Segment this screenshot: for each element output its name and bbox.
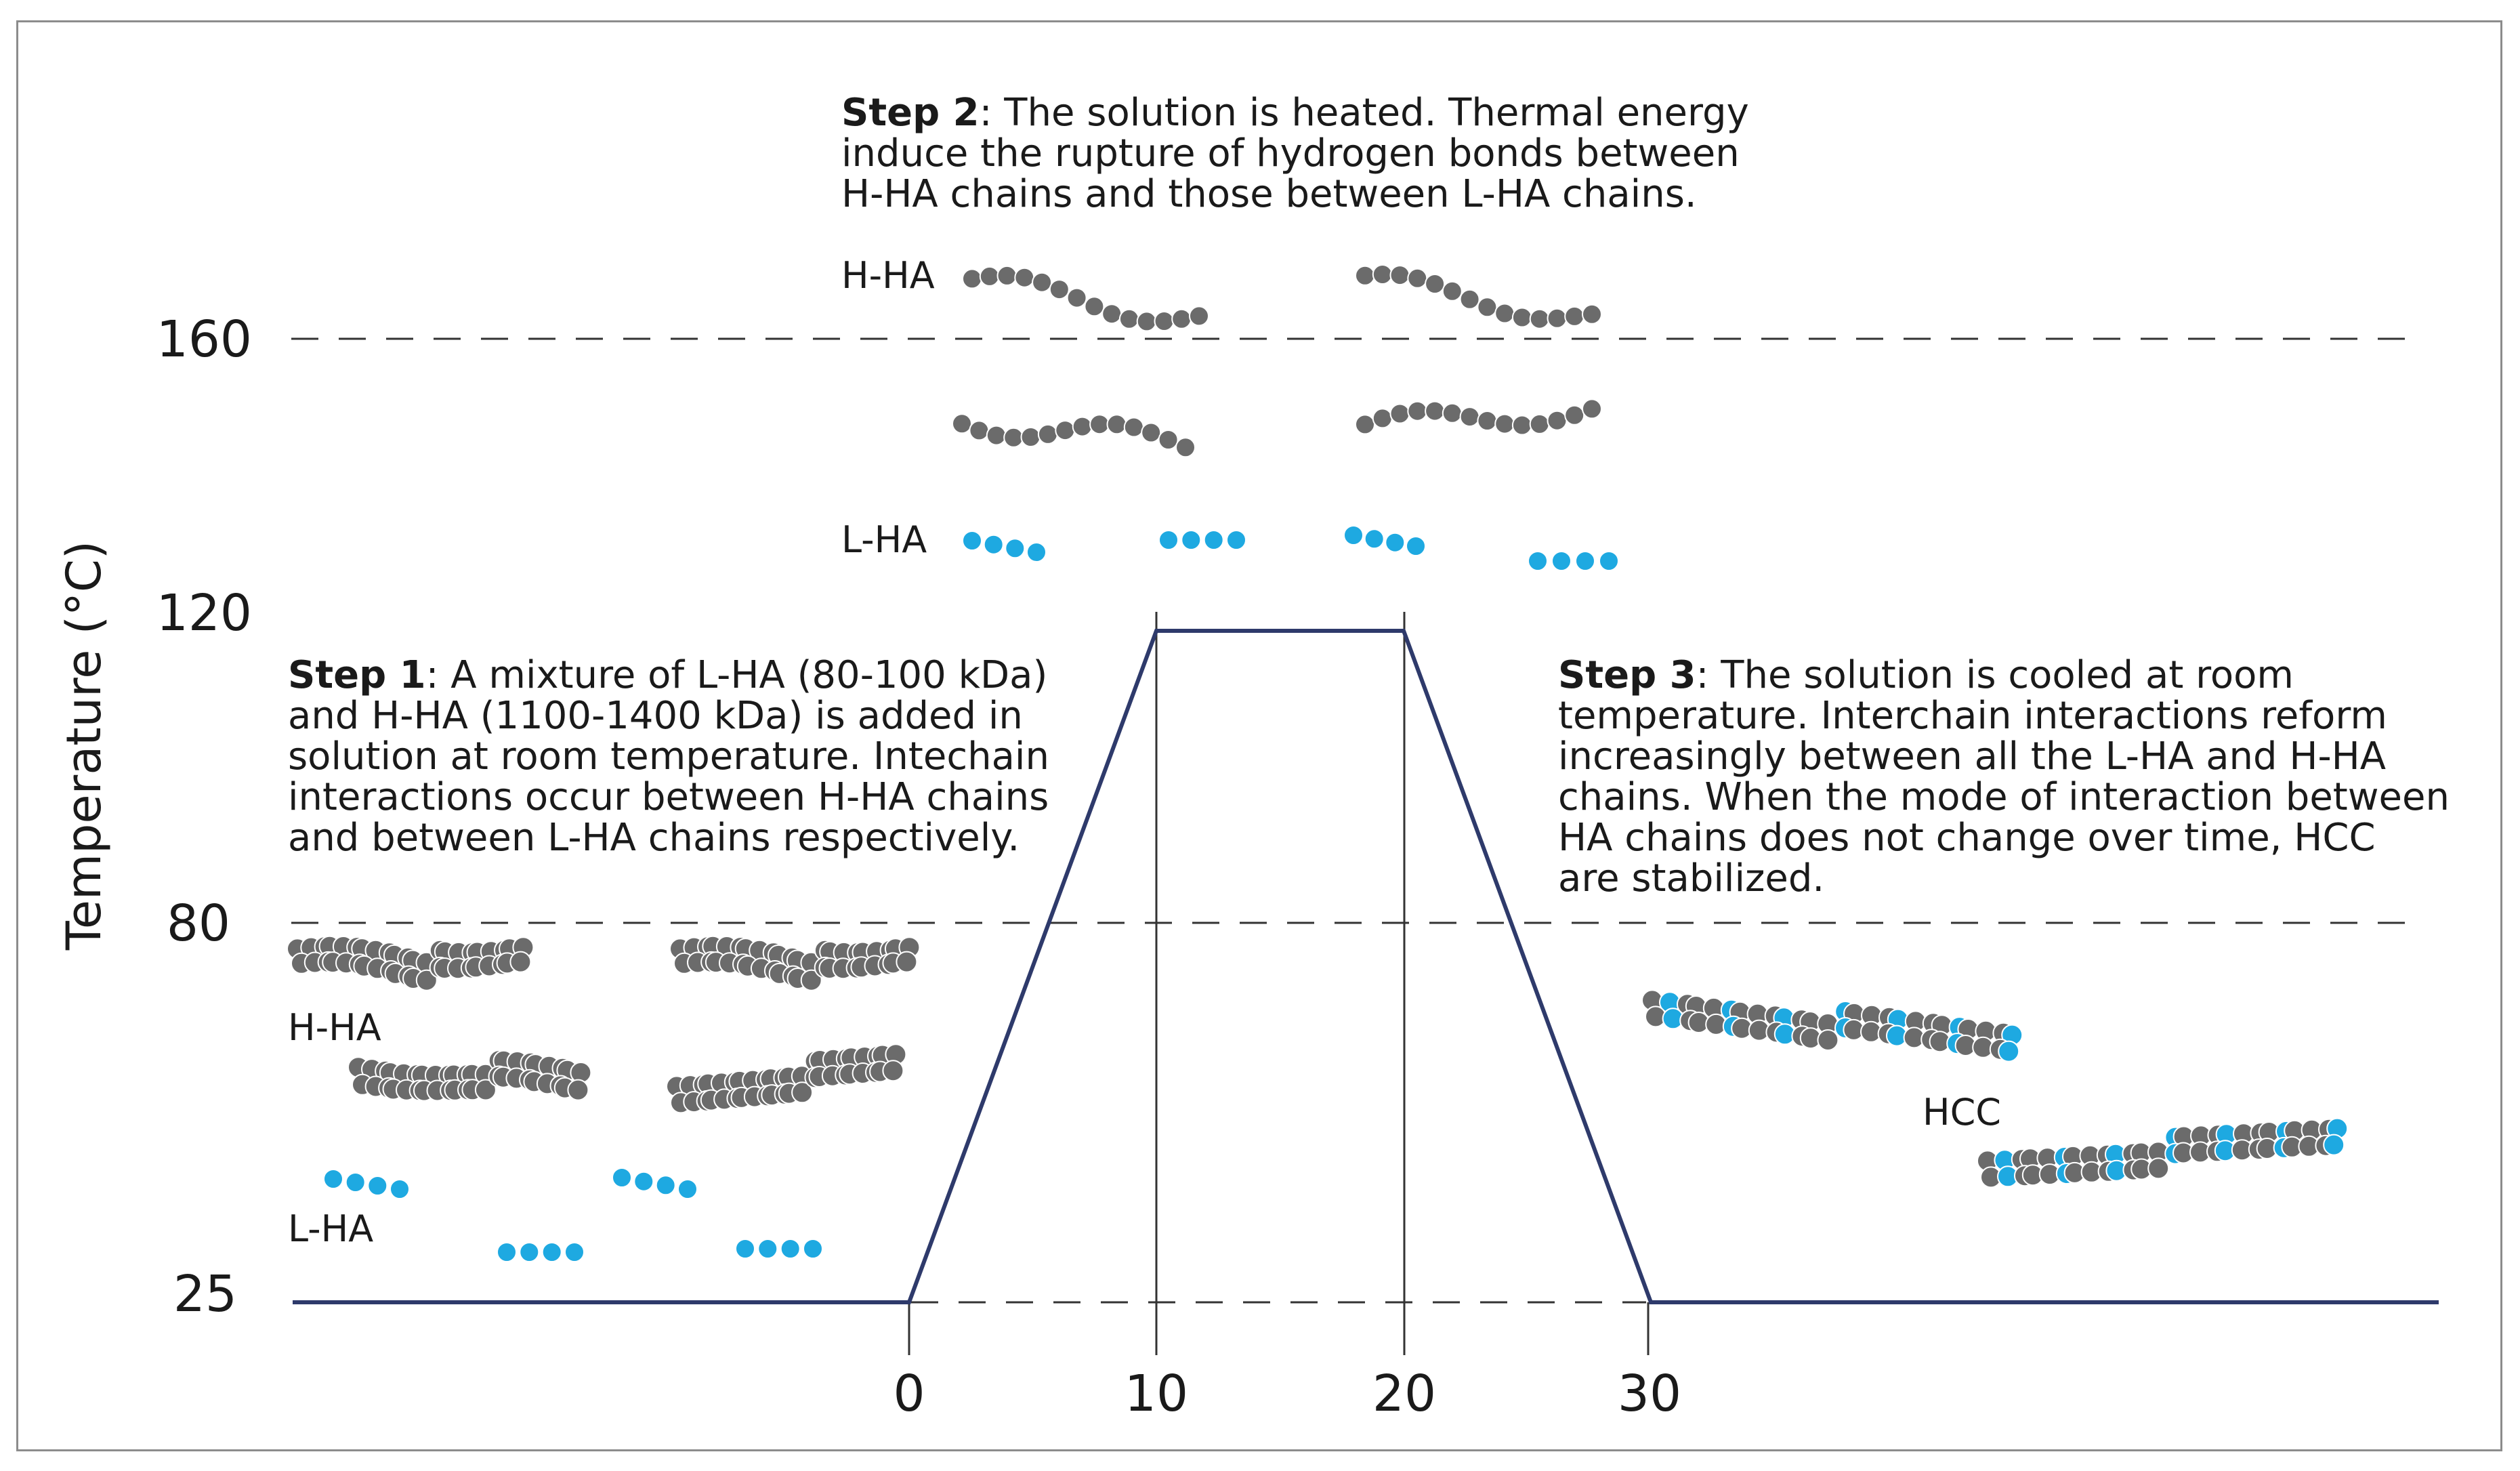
step1-text — [288, 653, 1062, 860]
chain-bead — [1181, 531, 1200, 550]
y-axis-ticks — [156, 310, 252, 1323]
step3-lead: Step 3 — [1558, 653, 1696, 697]
chain-bead — [1005, 539, 1024, 558]
chain-bead — [883, 1060, 903, 1081]
chain-bead — [1818, 1030, 1838, 1050]
step3-line-2: temperature. Interchain interactions reform — [1558, 694, 2387, 738]
l-ha-chain-separated-4 — [1528, 552, 1618, 571]
step2-line-1: : The solution is heated. Thermal energy — [979, 91, 1749, 135]
chain-bead — [346, 1173, 365, 1192]
chain-bead — [1548, 411, 1567, 430]
chain-bead — [368, 1176, 387, 1195]
x-tick-30: 30 — [1617, 1365, 1682, 1423]
chain-bead — [1356, 266, 1374, 285]
chain-bead — [1172, 310, 1191, 329]
l-ha-chain-1 — [324, 1169, 409, 1199]
chain-bead — [1385, 533, 1404, 552]
chain-bead — [1015, 268, 1034, 287]
chain-bead — [963, 531, 982, 550]
chain-bead — [634, 1172, 653, 1191]
chain-bead — [1085, 297, 1104, 316]
chain-bead — [543, 1243, 562, 1262]
chain-bead — [1022, 428, 1041, 447]
chain-bead — [656, 1176, 675, 1195]
y-tick-80: 80 — [166, 894, 230, 953]
step1-line-2: and H-HA (1100-1400 kDa) is added in — [288, 694, 1023, 738]
chain-bead — [1461, 290, 1479, 309]
y-tick-120: 120 — [156, 584, 252, 642]
chain-bead — [1055, 421, 1074, 440]
chain-bead — [1477, 297, 1496, 316]
chain-bead — [1356, 415, 1374, 434]
l-ha-chain-separated-1 — [963, 531, 1046, 562]
l-ha-chain-separated-3 — [1344, 526, 1425, 556]
chain-bead — [1227, 531, 1246, 550]
chain-bead — [1461, 407, 1479, 426]
chain-bead — [324, 1169, 343, 1188]
chain-bead — [1495, 304, 1514, 323]
chain-bead — [1425, 402, 1444, 421]
step3-line-5: HA chains does not change over time, HCC — [1558, 816, 2376, 860]
label-h-ha-step2: H-HA — [841, 254, 935, 297]
chain-bead — [1373, 265, 1392, 284]
l-ha-chain-separated-2 — [1159, 531, 1246, 550]
chain-bead — [1552, 552, 1571, 571]
chain-bead — [1408, 402, 1427, 421]
chain-bead — [1582, 305, 1601, 324]
chain-bead — [1391, 266, 1410, 285]
chain-bead — [1204, 531, 1223, 550]
step1-lead: Step 1 — [288, 653, 426, 697]
chain-bead — [1495, 415, 1514, 434]
label-l-ha-step2: L-HA — [841, 518, 927, 561]
chain-bead — [987, 426, 1006, 445]
y-tick-25: 25 — [173, 1265, 237, 1323]
label-h-ha-step1: H-HA — [288, 1006, 381, 1049]
chain-bead — [1425, 274, 1444, 293]
chain-bead — [1137, 312, 1156, 331]
chain-bead — [1548, 309, 1567, 328]
chain-bead — [1513, 308, 1532, 327]
chain-bead — [1050, 280, 1069, 299]
chain-bead — [1125, 418, 1143, 437]
chain-bead — [1159, 531, 1178, 550]
step3-line-6: are stabilized. — [1558, 856, 1825, 900]
chain-bead — [896, 952, 917, 972]
chain-bead — [1159, 430, 1178, 449]
chain-bead — [736, 1239, 755, 1258]
chain-bead — [984, 535, 1003, 554]
chain-bead — [1120, 310, 1139, 329]
h-ha-chain-separated-2 — [1356, 265, 1601, 329]
chain-bead — [1032, 273, 1051, 292]
chain-bead — [1373, 409, 1392, 428]
step2-line-2: induce the rupture of hydrogen bonds between — [841, 131, 1740, 175]
chain-bead — [1443, 282, 1462, 301]
chain-bead — [1406, 537, 1425, 556]
chain-bead — [1530, 415, 1549, 434]
chain-bead — [568, 1080, 588, 1100]
chain-bead — [1068, 289, 1087, 308]
chain-bead — [1155, 312, 1174, 331]
chain-bead — [1408, 269, 1427, 288]
step3-line-4: chains. When the mode of interaction between — [1558, 775, 2450, 819]
chain-bead — [1004, 428, 1023, 447]
chain-bead — [1576, 552, 1595, 571]
chain-bead — [1190, 306, 1209, 325]
chain-bead — [1176, 438, 1195, 457]
chain-bead — [1141, 423, 1160, 442]
chain-bead — [1477, 411, 1496, 430]
label-l-ha-step1: L-HA — [288, 1207, 374, 1250]
step3-text — [1558, 653, 2462, 900]
step1-line-4: interactions occur between H-HA chains — [288, 775, 1049, 819]
chain-bead — [1998, 1041, 2019, 1062]
chain-bead — [963, 269, 982, 288]
step2-text — [841, 91, 1761, 216]
x-tick-10: 10 — [1124, 1365, 1189, 1423]
chain-bead — [758, 1239, 777, 1258]
step2-line-3: H-HA chains and those between L-HA chains. — [841, 172, 1697, 216]
chain-bead — [998, 266, 1017, 285]
chain-bead — [1391, 405, 1410, 423]
step1-line-5: and between L-HA chains respectively. — [288, 816, 1020, 860]
chain-bead — [952, 414, 971, 433]
chain-bead — [520, 1243, 539, 1262]
step1-line-3: solution at room temperature. Intechain — [288, 734, 1049, 779]
chain-bead — [510, 952, 530, 972]
chain-bead — [1102, 304, 1121, 323]
h-ha-chain-separated-3 — [952, 414, 1195, 457]
chain-bead — [565, 1243, 584, 1262]
chain-bead — [803, 1239, 822, 1258]
chain-bead — [1530, 310, 1549, 329]
chain-bead — [1090, 415, 1109, 434]
chain-bead — [1565, 406, 1584, 425]
l-ha-chain-3 — [612, 1168, 697, 1199]
step3-line-1: : The solution is cooled at room — [1696, 653, 2294, 697]
h-ha-chain-separated-1 — [963, 266, 1209, 331]
chain-bead — [1565, 307, 1584, 326]
chain-bead — [497, 1243, 516, 1262]
chain-bead — [390, 1180, 409, 1199]
l-ha-chain-4 — [736, 1239, 822, 1258]
x-tick-20: 20 — [1372, 1365, 1437, 1423]
chain-bead — [980, 267, 999, 286]
h-ha-chain-separated-4 — [1356, 399, 1601, 434]
chain-bead — [1582, 399, 1601, 418]
chain-bead — [1108, 415, 1127, 434]
l-ha-chain-2 — [497, 1243, 584, 1262]
step1-line-1: : A mixture of L-HA (80-100 kDa) — [425, 653, 1048, 697]
chain-bead — [1513, 416, 1532, 435]
y-axis-label: Temperature (°C) — [56, 540, 112, 951]
label-hcc: HCC — [1923, 1091, 2002, 1134]
y-tick-160: 160 — [156, 310, 252, 369]
chain-bead — [1443, 404, 1462, 423]
chain-bead — [2148, 1158, 2168, 1178]
step2-lead: Step 2 — [841, 91, 980, 135]
chain-bead — [612, 1168, 631, 1187]
step3-line-3: increasingly between all the L-HA and H-HA — [1558, 734, 2387, 779]
chain-bead — [1027, 543, 1046, 562]
chain-bead — [781, 1239, 800, 1258]
chain-bead — [678, 1180, 697, 1199]
x-axis-ticks — [893, 1365, 1681, 1423]
chain-bead — [1344, 526, 1363, 545]
chain-bead — [1528, 552, 1547, 571]
chain-bead — [969, 421, 988, 440]
chain-bead — [2324, 1135, 2344, 1155]
chain-bead — [1073, 417, 1092, 436]
chain-bead — [1365, 529, 1384, 548]
x-tick-0: 0 — [893, 1365, 925, 1423]
chain-bead — [1599, 552, 1618, 571]
chain-bead — [1038, 425, 1057, 444]
